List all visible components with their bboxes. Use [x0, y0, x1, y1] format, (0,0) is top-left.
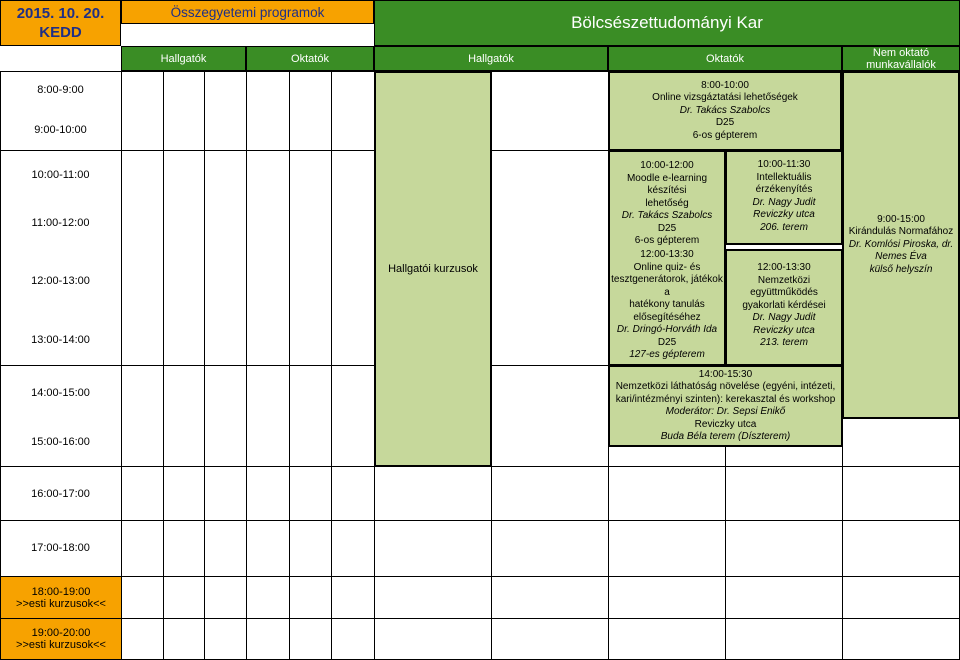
time-label: 17:00-18:00: [31, 542, 90, 554]
time-label: 14:00-15:00: [31, 387, 90, 399]
university-programs-label: Összegyetemi programok: [170, 4, 325, 20]
event-quiz[interactable]: [610, 249, 724, 362]
time-slot: [0, 381, 121, 405]
time-slot: [0, 482, 121, 506]
event-time: 9:00-15:00: [877, 213, 925, 225]
faculty-header: [374, 0, 960, 46]
time-slot: [0, 430, 121, 454]
student-courses-block[interactable]: [374, 71, 492, 467]
event-title: Online quiz- és: [633, 261, 701, 273]
event-title: hatékony tanulás: [629, 299, 705, 310]
event-moderator: Moderátor: Dr. Sepsi Enikő: [665, 406, 786, 417]
event-title: Moodle e-learning készítési: [626, 172, 708, 196]
evening-note: >>esti kurzusok<<: [16, 597, 106, 610]
evening-slot: [0, 576, 122, 619]
column-label: Hallgatók: [468, 52, 514, 65]
column-header-students-1: [121, 46, 246, 71]
column-header-teachers-1: [246, 46, 374, 71]
time-slot: [0, 536, 121, 560]
event-title: Nemzetközi együttműködés: [750, 274, 818, 298]
time-slot: [0, 211, 121, 235]
time-slot: [0, 269, 121, 293]
event-title: elősegítéséhez: [633, 311, 701, 323]
event-title: Hallgatói kurzusok: [388, 262, 478, 275]
event-title: Kirándulás Normafához: [848, 226, 954, 238]
time-label: 18:00-19:00: [31, 585, 91, 598]
event-time: 8:00-10:00: [701, 79, 749, 91]
event-intellectual-sensitization[interactable]: [725, 150, 843, 245]
event-time: 10:00-11:30: [757, 159, 811, 170]
event-presenter: Dr. Nagy Judit: [752, 312, 816, 323]
time-slot: [0, 328, 121, 352]
time-slot: [0, 163, 121, 187]
event-street: Reviczky utca: [694, 418, 757, 430]
event-presenter: Dr. Dringó-Horváth Ida: [616, 324, 718, 335]
event-room: 213. terem: [760, 337, 808, 348]
event-presenter: Dr. Takács Szabolcs: [679, 104, 771, 116]
time-label: 19:00-20:00: [31, 627, 91, 639]
time-label: 16:00-17:00: [31, 488, 90, 500]
faculty-label: Bölcsészettudományi Kar: [571, 13, 763, 32]
event-place: 6-os gépterem: [692, 129, 758, 141]
event-moodle[interactable]: [610, 160, 724, 248]
event-time: 10:00-12:00: [640, 160, 694, 171]
event-title: gyakorlati kérdései: [742, 299, 826, 311]
time-slot: [0, 78, 121, 102]
column-label: Hallgatók: [160, 52, 207, 65]
event-presenter: Nemes Éva: [875, 251, 927, 263]
event-title: Intellektuális érzékenyítés: [755, 171, 813, 195]
event-international-cooperation[interactable]: [725, 249, 843, 366]
column-label: Oktatók: [706, 52, 744, 65]
event-presenter: Dr. Takács Szabolcs: [621, 210, 713, 221]
event-online-exam[interactable]: [608, 71, 842, 151]
date-text: 2015. 10. 20.: [16, 5, 105, 22]
column-label: Nem oktató munkavállalók: [866, 46, 936, 71]
column-header-students-2: [374, 46, 608, 71]
event-presenter: Dr. Nagy Judit: [752, 196, 816, 208]
event-street: Reviczky utca: [753, 209, 815, 220]
event-room: D25: [657, 222, 677, 234]
event-title: lehetőség: [645, 197, 689, 209]
weekday-text: KEDD: [39, 24, 82, 41]
time-label: 10:00-11:00: [31, 169, 90, 181]
time-slot: [0, 118, 121, 142]
university-programs-header: [121, 0, 374, 24]
event-title: Nemzetközi láthatóság növelése (egyéni, intézeti,: [615, 381, 836, 392]
time-label: 12:00-13:00: [31, 275, 90, 287]
event-international-visibility[interactable]: [608, 365, 843, 447]
event-place: 127-es gépterem: [629, 349, 705, 360]
time-label: 8:00-9:00: [37, 84, 84, 96]
evening-slot: [0, 618, 122, 660]
event-room: D25: [715, 117, 735, 129]
event-presenter: Dr. Komlósi Piroska, dr.: [848, 238, 954, 250]
time-label: 15:00-16:00: [31, 436, 90, 448]
time-label: 9:00-10:00: [34, 124, 87, 136]
event-title: Online vizsgáztatási lehetőségek: [652, 92, 798, 104]
event-street: Reviczky utca: [753, 324, 815, 336]
event-place: Buda Béla terem (Díszterem): [660, 431, 791, 442]
event-time: 12:00-13:30: [757, 262, 811, 273]
time-label: 11:00-12:00: [31, 217, 90, 229]
time-label: 13:00-14:00: [31, 334, 90, 346]
event-title: kari/intézményi szinten): kerekasztal és workshop: [615, 393, 836, 405]
column-header-non-teaching-staff: [842, 46, 960, 71]
event-place: külső helyszín: [869, 263, 933, 275]
event-time: 12:00-13:30: [640, 249, 694, 260]
date-cell: [0, 0, 121, 46]
column-label: Oktatók: [291, 52, 329, 65]
event-place: 6-os gépterem: [634, 235, 700, 246]
event-title: tesztgenerátorok, játékok a: [611, 274, 723, 298]
evening-note: >>esti kurzusok<<: [16, 639, 106, 651]
event-excursion[interactable]: [842, 71, 960, 419]
event-room: D25: [657, 336, 677, 348]
event-time: 14:00-15:30: [698, 368, 753, 380]
column-header-teachers-2: [608, 46, 842, 71]
event-room: 206. terem: [760, 221, 808, 233]
